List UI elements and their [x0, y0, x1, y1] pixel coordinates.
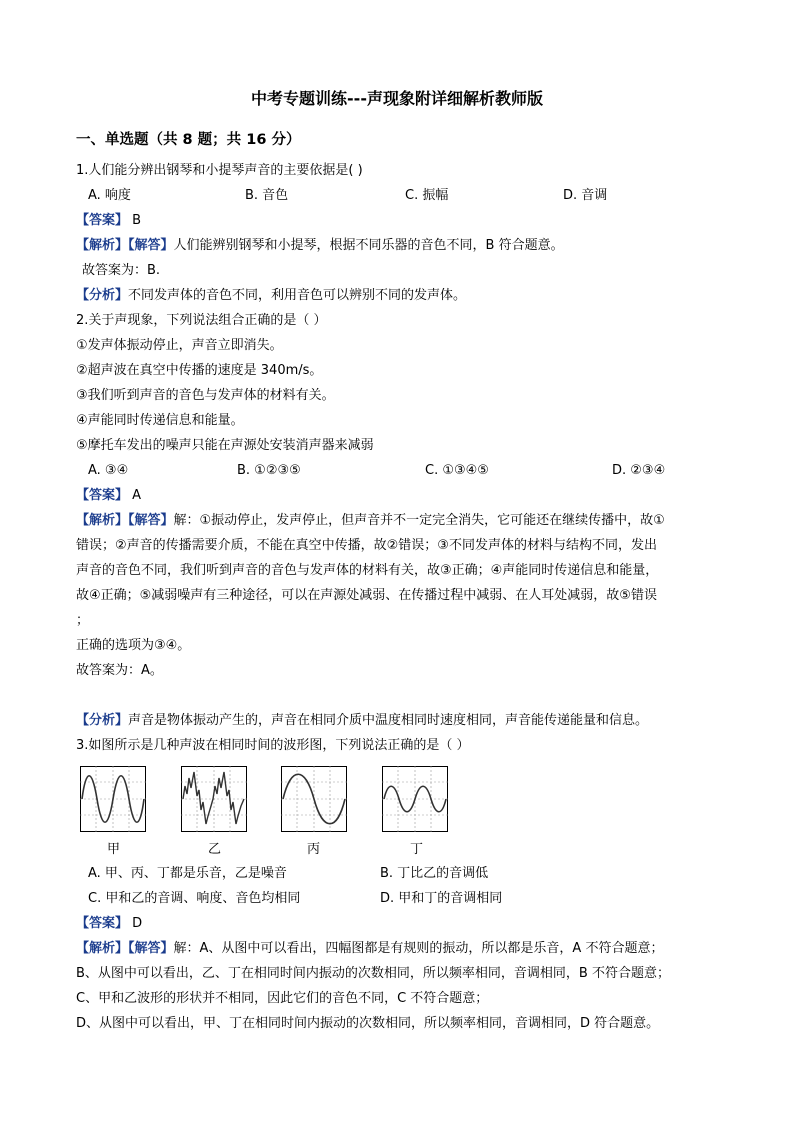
- q3-option-b: B. 丁比乙的音调低: [380, 866, 489, 881]
- answer-value: D: [132, 916, 143, 931]
- wave-label-ding: 丁: [410, 842, 424, 857]
- q3-option-c: C. 甲和乙的音调、响度、音色均相同: [88, 891, 301, 906]
- q2-item-2: ②超声波在真空中传播的速度是 340m/s。: [76, 363, 323, 378]
- q2-stem: 2.关于声现象，下列说法组合正确的是（ ）: [76, 313, 327, 328]
- q1-option-a: A. 响度: [88, 188, 131, 203]
- solution-tag: 【解答】: [128, 513, 174, 528]
- q2-fenxi: [76, 712, 648, 730]
- q2-analysis-line-4: 故④正确；⑤减弱噪声有三种途径，可以在声源处减弱、在传播过程中减弱、在人耳处减弱，故⑤错误: [76, 588, 657, 603]
- solution-text: 解：①振动停止，发声停止，但声音并不一定完全消失，它可能还在继续传播中，故①: [173, 513, 665, 528]
- q2-option-b: B. ①②③⑤: [237, 463, 301, 478]
- wave-label-yi: 乙: [208, 842, 222, 857]
- answer-value: B: [132, 213, 142, 228]
- q3-option-d: D. 甲和丁的音调相同: [380, 891, 503, 906]
- waveform-ding: [382, 766, 450, 834]
- q1-therefore: 故答案为：B.: [82, 263, 161, 278]
- q2-option-d: D. ②③④: [612, 463, 666, 478]
- q1-analysis: [76, 237, 564, 255]
- answer-tag: 【答案】: [76, 916, 129, 931]
- fenxi-text: 声音是物体振动产生的，声音在相同介质中温度相同时速度相同，声音能传递能量和信息。: [128, 713, 649, 728]
- q3-analysis-line-1: [76, 940, 663, 958]
- q1-option-b: B. 音色: [245, 188, 289, 203]
- answer-tag: 【答案】: [76, 213, 129, 228]
- fenxi-text: 不同发声体的音色不同，利用音色可以辨别不同的发声体。: [128, 288, 467, 303]
- section-heading: 一、单选题（共 8 题；共 16 分）: [76, 132, 301, 148]
- q3-stem: 3.如图所示是几种声波在相同时间的波形图，下列说法正确的是（ ）: [76, 738, 470, 753]
- q2-correct: 正确的选项为③④。: [76, 638, 191, 653]
- q3-analysis-line-3: C、甲和乙波形的形状并不相同，因此它们的音色不同，C 不符合题意；: [76, 991, 489, 1006]
- q1-stem: 1.人们能分辨出钢琴和小提琴声音的主要依据是( ): [76, 163, 363, 178]
- q2-item-5: ⑤摩托车发出的噪声只能在声源处安装消声器来减弱: [76, 438, 374, 453]
- q2-option-c: C. ①③④⑤: [425, 463, 489, 478]
- q2-item-1: ①发声体振动停止，声音立即消失。: [76, 338, 283, 353]
- solution-text: 人们能辨别钢琴和小提琴，根据不同乐器的音色不同，B 符合题意。: [173, 238, 564, 253]
- q2-option-a: A. ③④: [88, 463, 129, 478]
- q3-analysis-line-2: B、从图中可以看出，乙、丁在相同时间内振动的次数相同，所以频率相同，音调相同，B 不符合题意；: [76, 966, 670, 981]
- analysis-tag: 【解析】: [76, 238, 129, 253]
- q2-analysis-line-5: ；: [76, 613, 90, 628]
- q2-therefore: 故答案为：A。: [76, 663, 163, 678]
- q3-analysis-line-4: D、从图中可以看出，甲、丁在相同时间内振动的次数相同，所以频率相同，音调相同，D 符合题意。: [76, 1016, 660, 1031]
- fenxi-tag: 【分析】: [76, 713, 129, 728]
- solution-tag: 【解答】: [128, 238, 174, 253]
- q2-analysis-line-2: 错误；②声音的传播需要介质，不能在真空中传播，故②错误；③不同发声体的材料与结构不同，发出: [76, 538, 657, 553]
- wave-label-jia: 甲: [107, 842, 121, 857]
- solution-tag: 【解答】: [128, 941, 174, 956]
- q1-answer: [76, 212, 141, 230]
- solution-text: 解：A、从图中可以看出，四幅图都是有规则的振动，所以都是乐音，A 不符合题意；: [173, 941, 664, 956]
- q3-answer: [76, 915, 142, 933]
- q2-analysis-line-3: 声音的音色不同，我们听到声音的音色与发声体的材料有关，故③正确；④声能同时传递信息和能量，: [76, 563, 659, 578]
- q1-fenxi: [76, 287, 466, 305]
- waveform-jia: [80, 766, 148, 834]
- q2-item-4: ④声能同时传递信息和能量。: [76, 413, 244, 428]
- analysis-tag: 【解析】: [76, 941, 129, 956]
- q1-option-d: D. 音调: [563, 188, 608, 203]
- q1-option-c: C. 振幅: [405, 188, 449, 203]
- fenxi-tag: 【分析】: [76, 288, 129, 303]
- q3-option-a: A. 甲、丙、丁都是乐音，乙是噪音: [88, 866, 287, 881]
- q2-analysis-line-1: [76, 512, 665, 530]
- q2-answer: [76, 487, 141, 505]
- page-title: 中考专题训练---声现象附详细解析教师版: [251, 89, 543, 108]
- waveform-bing: [281, 766, 349, 834]
- answer-tag: 【答案】: [76, 488, 129, 503]
- wave-label-bing: 丙: [307, 842, 321, 857]
- analysis-tag: 【解析】: [76, 513, 129, 528]
- waveform-yi: [181, 766, 249, 834]
- q2-item-3: ③我们听到声音的音色与发声体的材料有关。: [76, 388, 335, 403]
- answer-value: A: [132, 488, 142, 503]
